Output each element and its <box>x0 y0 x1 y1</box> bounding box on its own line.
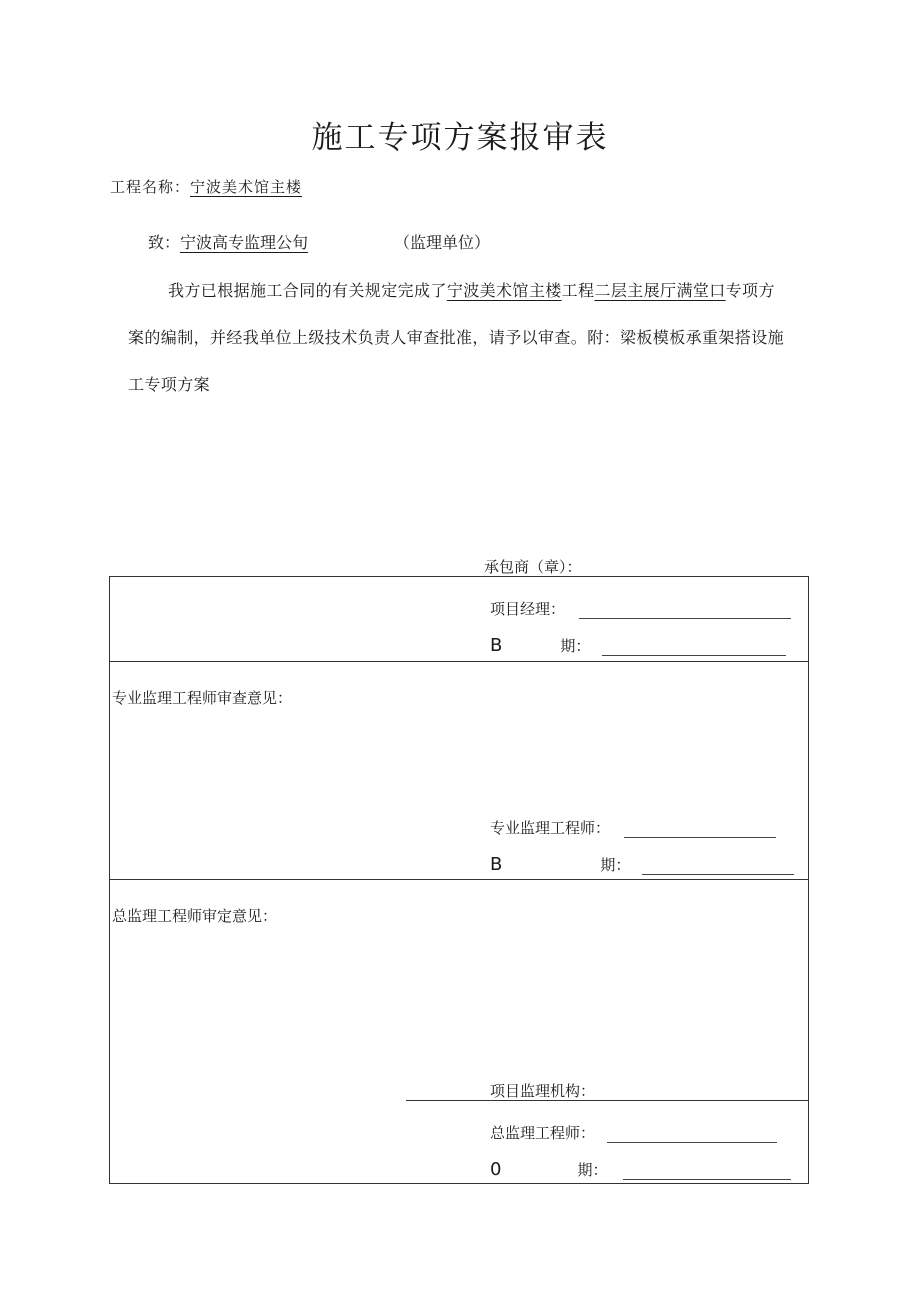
review-table <box>109 576 809 1184</box>
chief-engineer-row <box>490 1122 777 1143</box>
supervision-org-label: 项目监理机构： <box>490 1082 596 1100</box>
supervision-org-row <box>490 1080 595 1101</box>
manager-signature-line[interactable] <box>579 617 791 619</box>
date-label: 期： <box>577 1161 608 1179</box>
contractor-seal-row <box>484 556 764 577</box>
body-line-3: 工专项方案 <box>128 375 211 394</box>
project-name-field[interactable]: 宁波美术馆主楼 <box>190 178 303 196</box>
body-item-field[interactable]: 二层主展厅满堂口 <box>594 281 726 300</box>
date-label: 期： <box>600 856 631 874</box>
manager-row <box>490 598 791 619</box>
date-label: 期： <box>560 637 591 655</box>
chief-signature-line[interactable] <box>607 1141 777 1143</box>
supervision-unit-label: （监理单位） <box>394 233 491 252</box>
body-line-1 <box>168 278 775 301</box>
manager-label: 项目经理： <box>490 600 566 618</box>
supervision-company-field[interactable]: 宁波高专监理公旬 <box>180 233 309 252</box>
body-text: 工程 <box>561 281 595 300</box>
chief-date-row <box>490 1159 791 1180</box>
page-title: 施工专项方案报审表 <box>311 120 609 156</box>
body-line-2: 案的编制，并经我单位上级技术负责人审查批准，请予以审查。附：梁板模板承重架搭设施 <box>128 328 785 347</box>
specialist-date-line[interactable] <box>642 873 794 875</box>
chief-engineer-label: 总监理工程师： <box>490 1124 596 1142</box>
contractor-seal-label: 承包商（章）： <box>484 558 582 576</box>
body-text: 专项方 <box>725 281 775 300</box>
addressee-row <box>148 230 490 253</box>
date-char: B <box>490 854 503 875</box>
contractor-date-line[interactable] <box>602 654 786 656</box>
date-char: 0 <box>490 1159 502 1180</box>
chief-date-line[interactable] <box>623 1178 791 1180</box>
divider <box>110 661 808 662</box>
date-char: B <box>490 635 503 656</box>
divider <box>406 1100 808 1101</box>
body-text: 我方已根据施工合同的有关规定完成了 <box>168 281 447 300</box>
specialist-engineer-row <box>490 817 776 838</box>
specialist-engineer-label: 专业监理工程师： <box>490 819 611 837</box>
specialist-opinion-label: 专业监理工程师审查意见： <box>112 689 293 707</box>
contractor-date-row <box>490 635 786 656</box>
specialist-date-row <box>490 854 794 875</box>
body-project-field[interactable]: 宁波美术馆主楼 <box>446 281 562 300</box>
addressee-prefix: 致： <box>148 233 181 252</box>
chief-opinion-label: 总监理工程师审定意见： <box>112 907 278 925</box>
divider <box>110 879 808 880</box>
specialist-signature-line[interactable] <box>624 836 776 838</box>
project-label: 工程名称： <box>110 178 191 196</box>
project-name-row <box>110 176 302 197</box>
